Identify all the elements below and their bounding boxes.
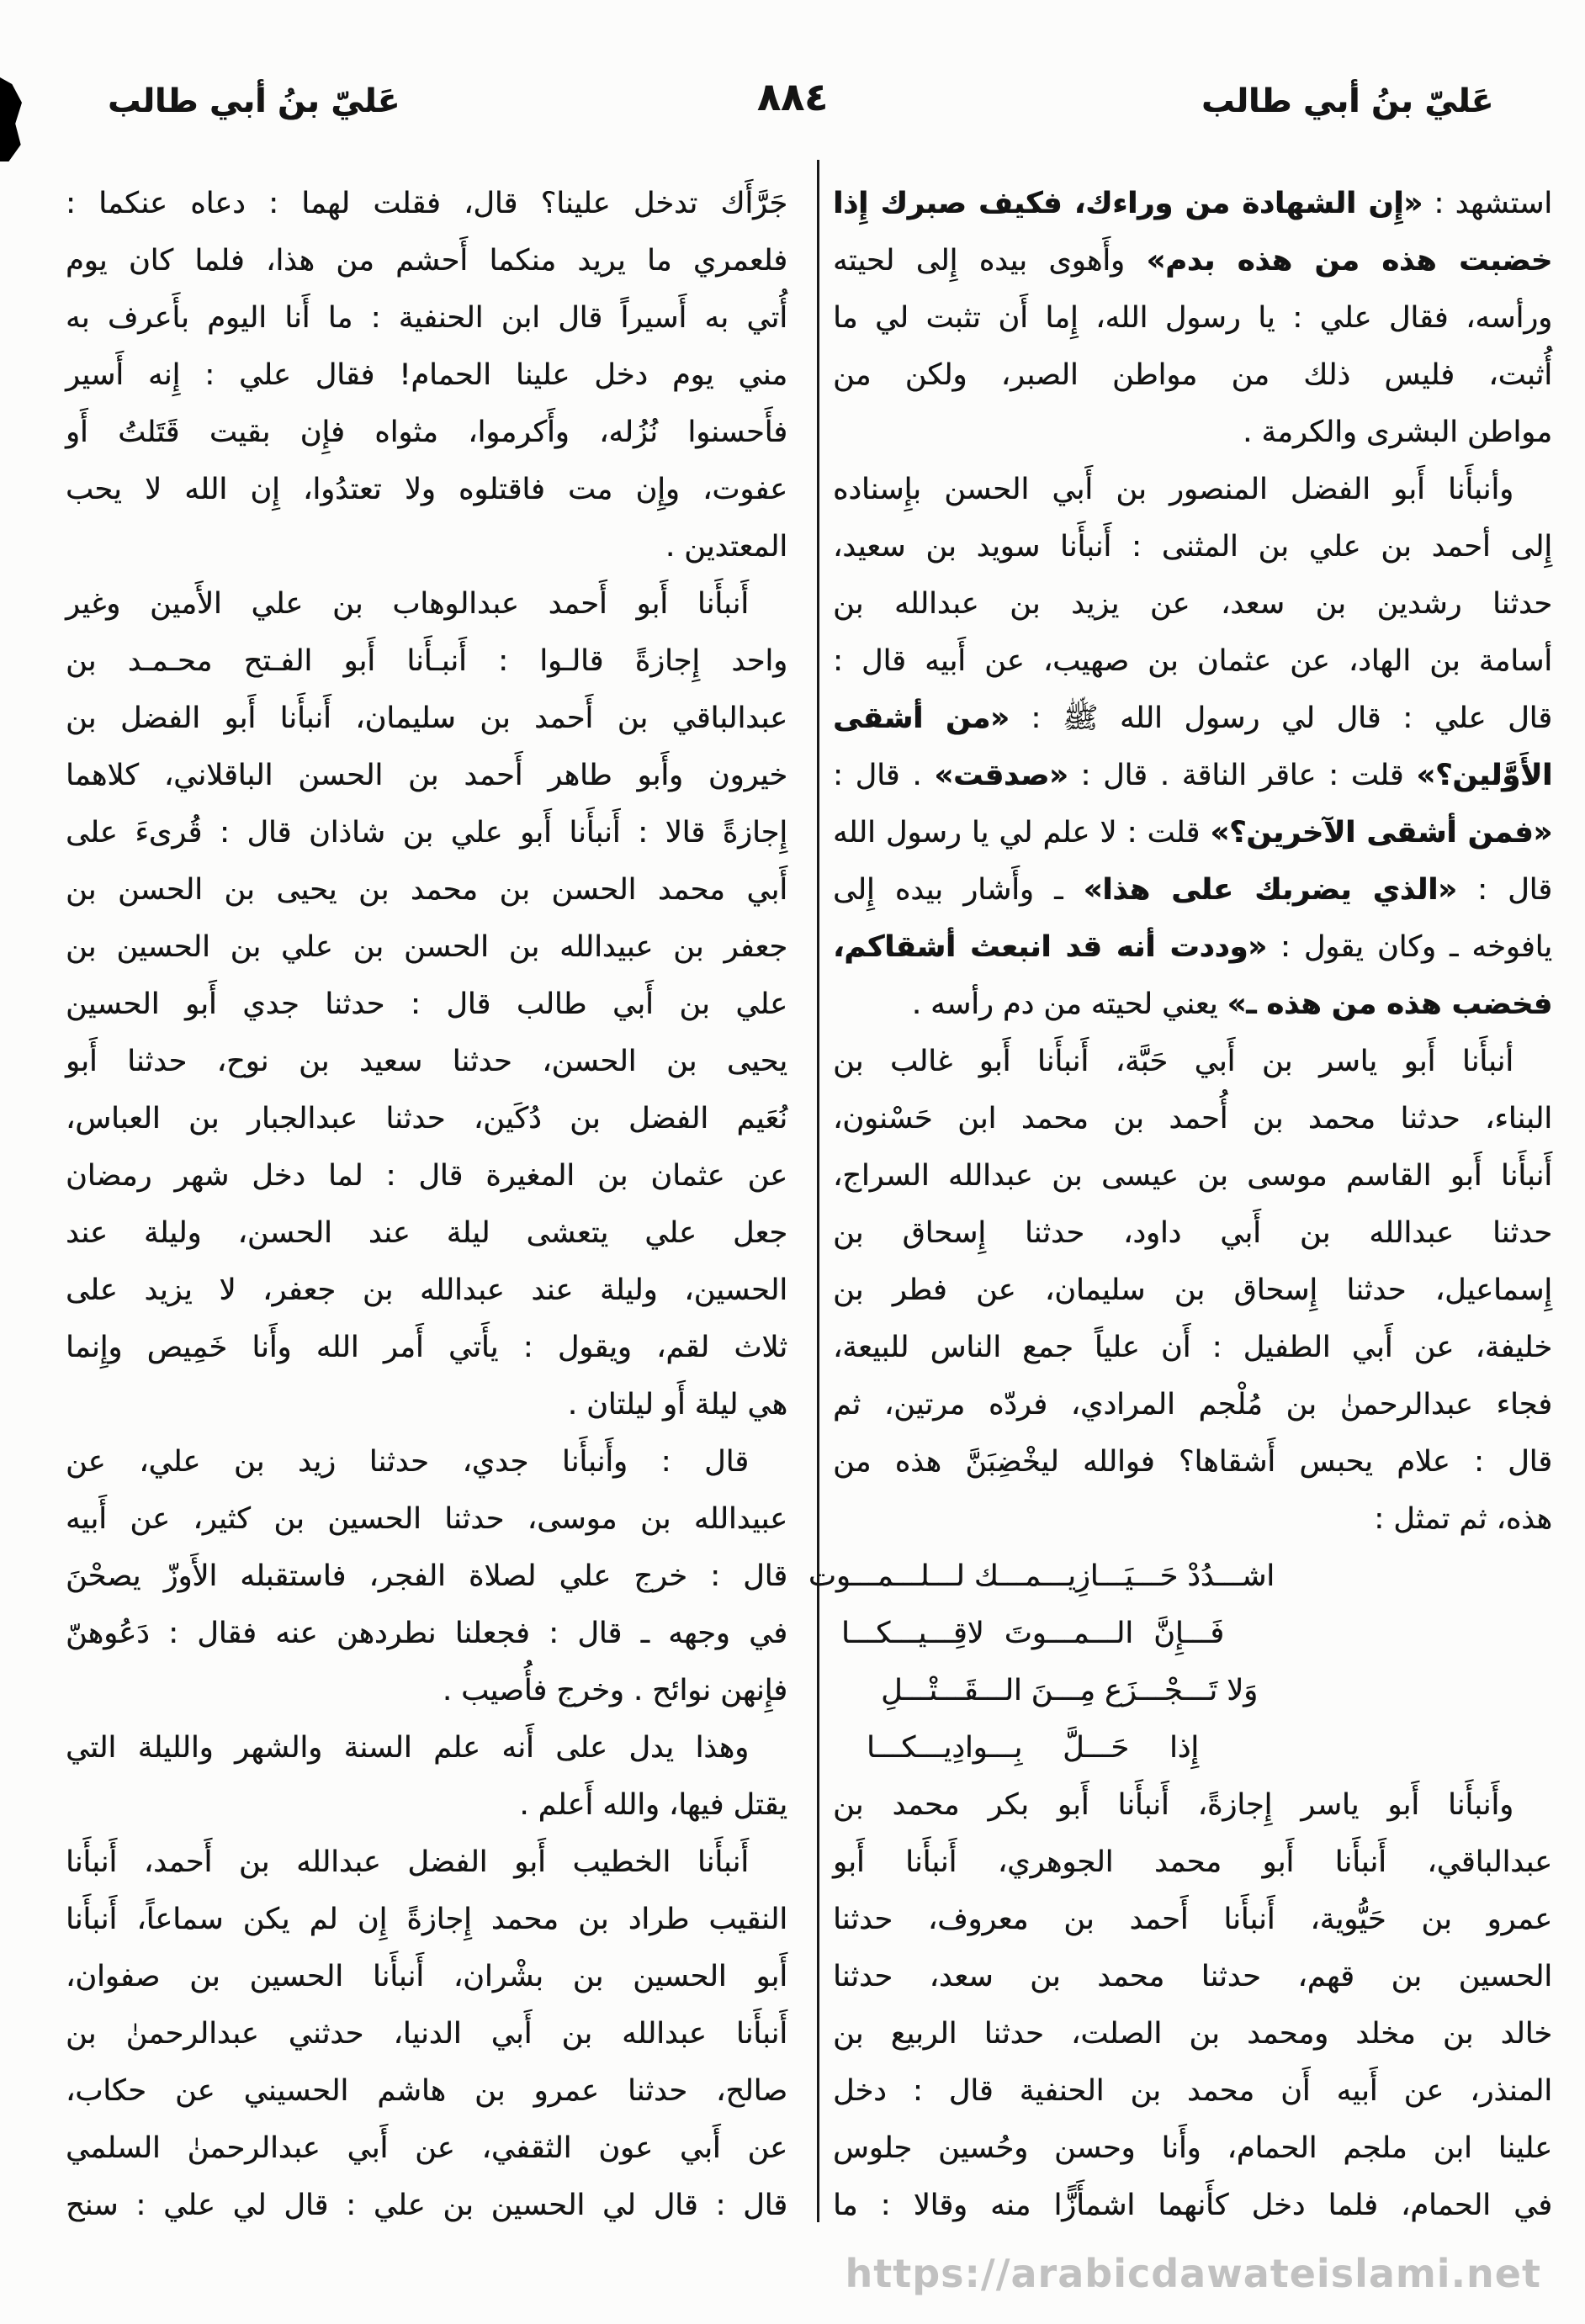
body-text: إِلى أحمد بن علي بن المثنى : أَنبأَنا سويد بن سعيد، [833,530,1552,564]
body-text: الحسين بن قهم، حدثنا محمد بن سعد، حدثنا [833,1960,1552,1993]
body-text: قال : علام يحبس أَشقاها؟ فوالله ليخْضِبَنَّ هذه من [833,1445,1552,1479]
text-line [833,690,1552,747]
text-line [66,1490,787,1548]
text-line [66,2120,787,2177]
body-text: أسامة بن الهاد، عن عثمان بن صهيب، عن أَبيه قال : [833,644,1552,678]
body-text: مواطن البشرى والكرمة . [1243,416,1552,449]
text-line [833,747,1552,804]
body-text: أنبأَنا أَبو ياسر بن أَبي حَبَّة، أَنبأَنا أَبو غالب بن [833,1045,1513,1078]
text-line [66,575,787,633]
text-line [833,1891,1552,1948]
text-line [833,1090,1552,1147]
body-text: حدثنا رشدين بن سعد، عن يزيد بن عبدالله بن [833,587,1552,621]
text-line [66,1948,787,2005]
body-text: . قال : [833,759,935,792]
hadith-bold-text: الأَوَّلين؟» [1416,759,1552,792]
text-line [833,1262,1552,1319]
body-text: هي ليلة أَو ليلتان . [567,1388,787,1421]
text-line [833,1033,1552,1090]
body-text: قال : خرج علي لصلاة الفجر، فاستقبله الأَوزّ يصحْنَ [66,1559,787,1593]
body-text: علينا ابن ملجم الحمام، وأَنا وحسن وحُسين جلوس [833,2131,1552,2165]
text-line [833,575,1552,633]
text-line [66,633,787,690]
hadith-bold-text: «وددت أنه قد انبعث أشقاكم، [833,930,1267,964]
text-line [833,2177,1552,2234]
text-line [833,1490,1552,1548]
text-line [833,804,1552,861]
header-title-right: عَليّ بنُ أبي طالب [1201,82,1494,120]
hadith-bold-text: «من أشقى [833,701,1010,735]
body-text: إِسماعيل، حدثنا إِسحاق بن سليمان، عن فطر بن [833,1273,1552,1307]
body-text: ثلاث لقم، ويقول : يأَتي أَمر الله وأَنا خَمِيص وإِنما [66,1331,787,1364]
body-text: أَبو الحسين بن بشْران، أَنبأَنا الحسين بن صفوان، [66,1960,787,1993]
text-line [833,518,1552,575]
body-text: فأَحسنوا نُزُله، وأَكرموا، مثواه فإِن بقيت قَتَلتُ أَو [66,416,787,449]
text-line [66,1033,787,1090]
hadith-bold-text: «الذي يضربك على هذا» [1083,873,1457,907]
body-text: خليفة، عن أَبي الطفيل : أَن علياً جمع الناس للبيعة، [833,1331,1552,1364]
body-text: واحد إِجازةً قالـوا : أَنبـأَنا أَبو الفـتح محـمـد بن [66,644,787,678]
text-line [66,1319,787,1376]
text-line [66,1719,787,1776]
text-line [833,347,1552,404]
body-text: يعني لحيته من دم رأسه . [911,987,1227,1021]
text-line [833,1147,1552,1204]
body-text: في وجهه ـ قال : فجعلنا نطردهن عنه فقال : دَعُوهنّ [66,1617,787,1650]
hadith-bold-text: «إِن الشهادة من وراءك، فكيف صبرك إِذا [833,187,1423,220]
text-line [66,747,787,804]
text-line [66,461,787,518]
body-text: مني يوم دخل علينا الحمام! فقال علي : إِنه أَسير [66,358,787,392]
body-text: يقتل فيها، والله أَعلم . [519,1788,787,1822]
body-text: علي بن أَبي طالب قال : حدثنا جدي أَبو الحسين [66,987,787,1021]
body-text: اشـــدُدْ حَـــيَـــازِيـــمـــك لـــلـــمـــوت [808,1559,1275,1593]
text-line [66,1090,787,1147]
text-line [66,1776,787,1834]
body-text: قال : [1456,873,1552,907]
body-text: حدثنا عبدالله بن أَبي داود، حدثنا إِسحاق بن [833,1216,1552,1250]
body-text: قلت : لا علم لي يا رسول الله [833,816,1211,850]
body-text: فلعمري ما يريد منكما أَحشم من هذا، فلما كان يوم [66,244,787,278]
body-text: استشهد : [1422,187,1552,220]
text-line [833,1204,1552,1262]
body-text: فَـــإِنَّ الـــمـــوتَ لاقِـــيـــكـــا [841,1617,1224,1650]
body-text: أُتي به أَسيراً قال ابن الحنفية : ما أَنا اليوم بأَعرف به [66,301,787,335]
text-line [66,1204,787,1262]
body-text: ـ وأَشار بيده إِلى [833,873,1084,907]
body-text: النقيب طراد بن محمد إِجازةً إِن لم يكن سماعاً، أَنبأَنا [66,1903,787,1936]
body-text: نُعَيم الفضل بن دُكَين، حدثنا عبدالجبار بن العباس، [66,1102,787,1136]
body-text: عبيدالله بن موسى، حدثنا الحسين بن كثير، عن أَبيه [66,1502,787,1536]
body-text: جعفر بن عبيدالله بن الحسن بن علي بن الحسين بن [66,930,787,964]
text-line [66,918,787,976]
text-line [66,976,787,1033]
text-line [833,1776,1552,1834]
text-line [833,232,1552,289]
text-line [833,2120,1552,2177]
text-line [66,1433,787,1490]
text-line [833,1376,1552,1433]
body-text: قلت : عاقر الناقة . قال : [1068,759,1417,792]
text-line [66,232,787,289]
body-text: أُثبت، فليس ذلك من مواطن الصبر، ولكن من [833,358,1552,392]
header-title-left: عَليّ بنُ أبي طالب [108,82,400,120]
text-line [66,1834,787,1891]
body-text: الحسين، وليلة عند عبدالله بن جعفر، لا يزيد على [66,1273,787,1307]
text-line [833,1662,1552,1719]
text-line [833,1319,1552,1376]
watermark: https://arabicdawateislami.net [845,2251,1541,2296]
text-line [66,1376,787,1433]
text-line [833,1834,1552,1891]
text-line [66,1605,787,1662]
text-line [833,976,1552,1033]
column-left [66,175,787,2234]
body-text: إِجازةً قالا : أَنبأَنا أَبو علي بن شاذان قال : قُرىءَ على [66,816,787,850]
body-text: أَنبأَنا أَبو أَحمد عبدالوهاب بن علي الأَمين وغير [66,587,749,621]
text-line [833,404,1552,461]
text-line [833,861,1552,918]
body-text: عمرو بن حَيُّوية، أَنبأَنا أَحمد بن معروف، حدثنا [833,1903,1552,1936]
body-text: في الحمام، فلما دخل كأَنهما اشمأَزًّا منه وقالا : ما [833,2189,1552,2222]
column-divider [817,160,819,2222]
text-line [66,1548,787,1605]
text-line [66,1662,787,1719]
body-text: فجاء عبدالرحمنٰ بن مُلْجم المرادي، فردّه مرتين، ثم [833,1388,1552,1421]
text-line [66,690,787,747]
body-text: قال : وأَنبأَنا جدي، حدثنا زيد بن علي، عن [66,1445,749,1479]
body-text: وهذا يدل على أَنه علم السنة والشهر والليلة التي [66,1731,749,1765]
text-line [833,2005,1552,2062]
body-text: ورأسه، فقال علي : يا رسول الله، إِما أَن تثبت لي ما [833,301,1552,335]
body-text: صالح، حدثنا عمرو بن هاشم الحسيني عن حكاب، [66,2074,787,2108]
body-text: جعل علي يتعشى ليلة عند الحسن، وليلة عند [66,1216,787,1250]
body-text: خيرون وأَبو طاهر أَحمد بن الحسن الباقلاني، كلاهما [66,759,787,792]
text-line [66,804,787,861]
body-text: أَنبأَنا أَبو القاسم موسى بن عيسى بن عبدالله السراج، [833,1159,1552,1193]
hadith-bold-text: فخضب هذه من هذه ـ» [1227,987,1552,1021]
hadith-bold-text: «فمن أشقى الآخرين؟» [1210,816,1552,850]
text-line [66,347,787,404]
text-line [66,175,787,232]
text-line [833,461,1552,518]
text-line [66,1891,787,1948]
text-line [66,861,787,918]
text-line [833,289,1552,347]
body-text: يحيى بن الحسن، حدثنا سعيد بن نوح، حدثنا أَبو [66,1045,787,1078]
body-text: البناء، حدثنا محمد بن أُحمد بن محمد ابن حَسْنون، [833,1102,1552,1136]
body-text: المنذر، عن أَبيه أَن محمد بن الحنفية قال : دخل [833,2074,1552,2108]
body-text: وأَهوى بيده إِلى لحيته [833,244,1147,278]
body-text: قال : قال لي الحسين بن علي : قال لي علي : سنح [66,2189,787,2222]
body-text: وأَنبأَنا أَبو ياسر إِجازةً، أَنبأَنا أَبو بكر محمد بن [833,1788,1513,1822]
text-line [66,518,787,575]
text-line [833,175,1552,232]
body-text: عن أَبي عون الثقفي، عن أَبي عبدالرحمنٰ السلمي [66,2131,787,2165]
page-header [0,0,1585,156]
text-line [66,2062,787,2120]
column-right [808,175,1552,2234]
page-number: ٨٨٤ [756,74,829,119]
body-text: عفوت، وإِن مت فاقتلوه ولا تعتدُوا، إِن الله لا يحب [66,473,787,506]
body-text: خالد بن مخلد ومحمد بن الصلت، حدثنا الربيع بن [833,2017,1552,2051]
body-text: المعتدين . [665,530,787,564]
body-text: عبدالباقي، أَنبأَنا أَبو محمد الجوهري، أَنبأَنا أَبو [833,1845,1552,1879]
hadith-bold-text: «صدقت» [934,759,1068,792]
body-text: يافوخه ـ وكان يقول : [1266,930,1552,964]
text-line [833,2062,1552,2120]
body-text: جَرَّأَك تدخل علينا؟ قال، فقلت لهما : دعاه عنكما : [66,187,787,220]
hadith-bold-text: خضبت هذه من هذه بدم» [1146,244,1552,278]
body-text: عن عثمان بن المغيرة قال : لما دخل شهر رمضان [66,1159,787,1193]
body-text: عبدالباقي بن أَحمد بن سليمان، أَنبأَنا أَبو الفضل بن [66,701,787,735]
text-line [833,1605,1552,1662]
text-line [66,2177,787,2234]
text-line [66,289,787,347]
text-line [833,633,1552,690]
body-text: أَبي محمد الحسن بن محمد بن يحيى بن الحسن بن [66,873,787,907]
body-text: قال علي : قال لي رسول الله ﷺ : [1009,701,1552,735]
text-line [833,1433,1552,1490]
text-line [808,1548,1552,1605]
text-line [66,1262,787,1319]
text-line [833,1948,1552,2005]
body-text: أَنبأَنا الخطيب أَبو الفضل عبدالله بن أَحمد، أَنبأَنا [66,1845,749,1879]
text-line [66,404,787,461]
text-line [833,918,1552,976]
text-line [66,1147,787,1204]
body-text: فإِنهن نوائح . وخرج فأُصيب . [442,1674,787,1707]
body-text: أَنبأَنا عبدالله بن أَبي الدنيا، حدثني عبدالرحمنٰ بن [66,2017,787,2051]
body-text: إِذا حَـــلَّ بِـــوادِيـــكـــا [867,1731,1199,1765]
text-line [833,1719,1552,1776]
body-text: هذه، ثم تمثل : [1374,1502,1552,1536]
body-text: وأنبأَنا أَبو الفضل المنصور بن أَبي الحسن بإِسناده [833,473,1513,506]
body-text: وَلا تَـــجْـــزَع مِـــنَ الـــقَـــتْـــلِ [881,1674,1258,1707]
text-line [66,2005,787,2062]
